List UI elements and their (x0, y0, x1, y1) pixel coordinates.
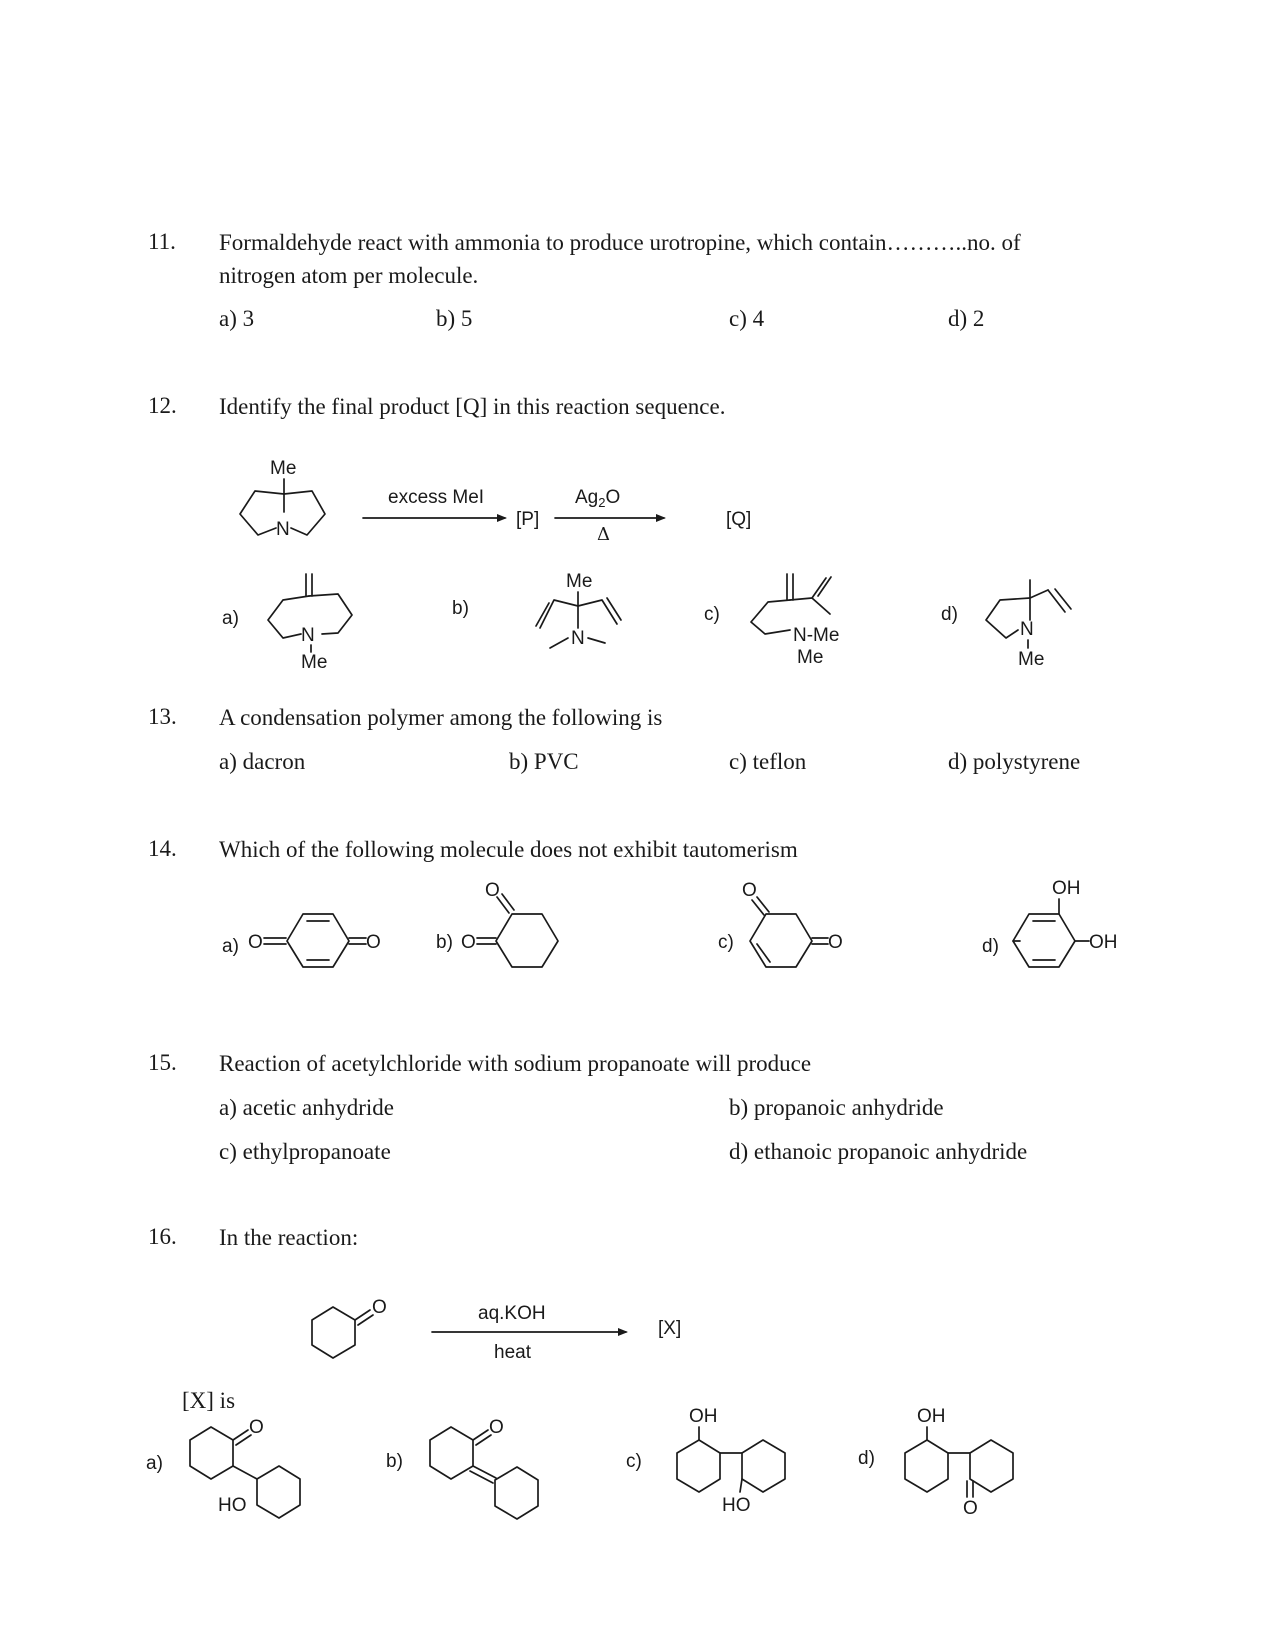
svg-text:N-Me: N-Me (793, 625, 840, 646)
q11-text-line1: Formaldehyde react with ammonia to produce urotropine, which contain………..no. of (219, 230, 1021, 255)
q16-option-b-structure[interactable] (430, 1417, 538, 1519)
q12-option-b-structure[interactable] (536, 571, 621, 649)
svg-text:OH: OH (1089, 932, 1118, 953)
q14-option-c-structure[interactable] (742, 880, 843, 967)
q14-option-c-label: c) (718, 932, 734, 953)
q16-x-is: [X] is (182, 1388, 236, 1413)
q12-reaction-scheme (0, 0, 1275, 700)
q14-number: 14. (148, 836, 177, 861)
q16-reagent-top: aq.KOH (478, 1303, 546, 1324)
q12-option-d-label: d) (941, 604, 958, 625)
q14-option-d-structure[interactable] (1013, 878, 1118, 967)
svg-text:O: O (248, 932, 263, 953)
q15-option-c[interactable]: c) ethylpropanoate (219, 1139, 391, 1164)
svg-text:Me: Me (797, 647, 824, 668)
svg-text:OH: OH (1052, 878, 1081, 899)
q12-delta: Δ (597, 524, 610, 545)
q12-reagent1: excess MeI (388, 487, 485, 508)
q12-product: [Q] (726, 509, 752, 530)
q11-option-c[interactable]: c) 4 (729, 306, 765, 331)
q16-reagent-bottom: heat (494, 1342, 531, 1363)
q12-intermediate: [P] (516, 509, 540, 530)
q13-option-b[interactable]: b) PVC (509, 749, 579, 774)
q14-structures (0, 870, 1275, 980)
q15-option-a[interactable]: a) acetic anhydride (219, 1095, 394, 1120)
svg-text:Me: Me (1018, 649, 1045, 670)
svg-text:O: O (485, 880, 500, 901)
q12-option-c-label: c) (704, 604, 720, 625)
svg-text:N: N (571, 628, 585, 649)
svg-text:O: O (461, 932, 476, 953)
q11-number: 11. (148, 229, 176, 254)
q11-option-a[interactable]: a) 3 (219, 306, 255, 331)
svg-text:Me: Me (566, 571, 593, 592)
q15-text: Reaction of acetylchloride with sodium propanoate will produce (219, 1051, 812, 1076)
svg-text:O: O (366, 932, 381, 953)
q13-option-c[interactable]: c) teflon (729, 749, 807, 774)
svg-text:O: O (249, 1417, 264, 1438)
q14-option-b-structure[interactable] (461, 880, 558, 967)
q16-number: 16. (148, 1224, 177, 1249)
svg-text:HO: HO (218, 1495, 247, 1516)
q12-option-a-structure[interactable] (268, 574, 352, 673)
svg-text:N: N (301, 625, 315, 646)
svg-text:OH: OH (917, 1406, 946, 1427)
q16-text: In the reaction: (219, 1225, 359, 1250)
q14-option-b-label: b) (436, 932, 453, 953)
svg-text:O: O (489, 1417, 504, 1438)
q12-option-c-structure[interactable] (751, 574, 839, 668)
q12-reagent2: $Ag_2O$ (575, 487, 621, 510)
q16-product: [X] (658, 1318, 682, 1339)
svg-text:N: N (1020, 619, 1034, 640)
svg-text:HO: HO (722, 1495, 751, 1516)
q16-structures (0, 1270, 1275, 1540)
q12-option-b-label: b) (452, 598, 469, 619)
q15-option-b[interactable]: b) propanoic anhydride (729, 1095, 944, 1120)
svg-text:O: O (372, 1297, 387, 1318)
svg-text:Me: Me (270, 458, 297, 479)
q11-text-line2: nitrogen atom per molecule. (219, 263, 479, 288)
q12-option-a-label: a) (222, 608, 239, 629)
q16-option-a-structure[interactable] (190, 1417, 300, 1518)
q14-option-d-label: d) (982, 936, 999, 957)
q13-option-a[interactable]: a) dacron (219, 749, 306, 774)
svg-text:O: O (742, 880, 757, 901)
q12-option-d-structure[interactable] (986, 580, 1071, 670)
q14-option-a-structure[interactable] (248, 914, 381, 967)
q13-option-d[interactable]: d) polystyrene (948, 749, 1081, 774)
svg-text:N: N (276, 519, 290, 540)
q16-option-a-label: a) (146, 1453, 163, 1474)
q11-option-b[interactable]: b) 5 (436, 306, 473, 331)
svg-text:Me: Me (301, 652, 328, 673)
svg-text:OH: OH (689, 1406, 718, 1427)
q16-option-b-label: b) (386, 1451, 403, 1472)
q16-option-d-label: d) (858, 1448, 875, 1469)
q12-reactant-structure (240, 458, 325, 540)
q16-reactant-structure[interactable] (312, 1297, 387, 1358)
q15-option-d[interactable]: d) ethanoic propanoic anhydride (729, 1139, 1028, 1164)
svg-text:O: O (828, 932, 843, 953)
svg-text:O: O (963, 1498, 978, 1519)
q13-number: 13. (148, 704, 177, 729)
q12-text: Identify the final product [Q] in this reaction sequence. (219, 394, 726, 419)
q16-option-c-label: c) (626, 1451, 642, 1472)
q13-text: A condensation polymer among the following is (219, 705, 663, 730)
q11-option-d[interactable]: d) 2 (948, 306, 985, 331)
q12-number: 12. (148, 393, 177, 418)
q14-text: Which of the following molecule does not exhibit tautomerism (219, 837, 798, 862)
q14-option-a-label: a) (222, 936, 239, 957)
q16-option-c-structure[interactable] (677, 1406, 785, 1516)
q15-number: 15. (148, 1050, 177, 1075)
q16-option-d-structure[interactable] (905, 1406, 1013, 1519)
